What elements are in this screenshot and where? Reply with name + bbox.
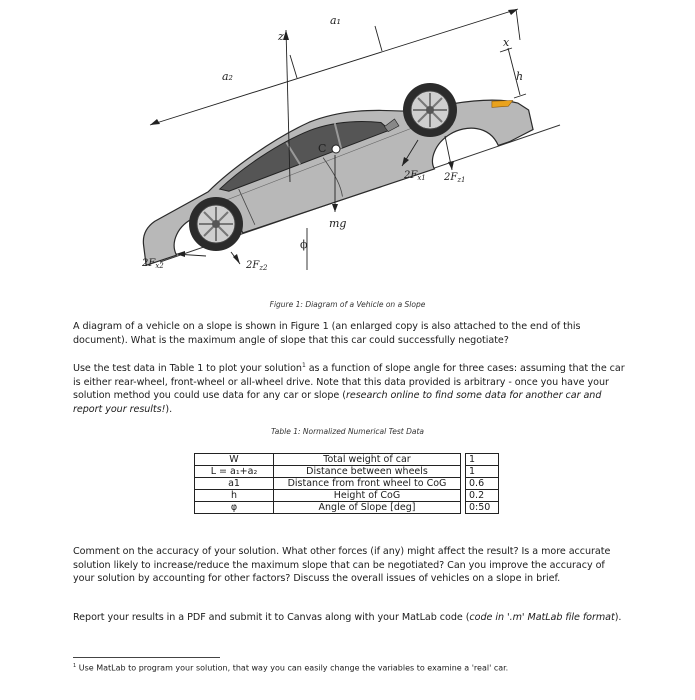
label-a2: a₂ (222, 70, 233, 83)
label-a1: a₁ (330, 14, 341, 27)
car-body (119, 55, 536, 266)
label-c: C (318, 142, 327, 155)
task-paragraph: Use the test data in Table 1 to plot your solution$^1$ as a function of slope angle for three cases: assuming that the car is either rear-wheel, front-wheel or all-wheel drive. Note that this data provided is arbitrary - once you have your solution method you could use data for any car or slope (research online to find some data for another car and report your results!). (73, 362, 625, 415)
intro-paragraph: A diagram of a vehicle on a slope is shown in Figure 1 (an enlarged copy is also attached to the end of this document). What is the maximum angle of slope that this car could successfully negotiate? (73, 321, 581, 346)
table-row: φ Angle of Slope [deg] 0:50 (195, 502, 499, 514)
table-row: W Total weight of car 1 (195, 454, 499, 466)
label-force-z2: $2F_{z2}$ (246, 260, 268, 272)
footnote-divider (73, 657, 220, 658)
report-paragraph: Report your results in a PDF and submit it to Canvas along with your MatLab code (code in '.m' MatLab file format). (73, 612, 622, 623)
footnote: $^1$ Use MatLab to program your solution, that way you can easily change the variables to examine a 'real' car. (73, 663, 509, 673)
test-data-table (194, 453, 499, 514)
label-h: h (516, 70, 524, 83)
vehicle-slope-diagram (0, 0, 695, 300)
label-force-x1: $2F_{x1}$ (404, 170, 426, 182)
table-row: a1 Distance from front wheel to CoG 0.6 (195, 478, 499, 490)
label-phi: ϕ (300, 238, 308, 251)
label-mg: mg (329, 217, 347, 230)
table-caption: Table 1: Normalized Numerical Test Data (270, 427, 424, 436)
table-row: L = a₁+a₂ Distance between wheels 1 (195, 466, 499, 478)
front-wheel (403, 83, 457, 137)
table-row: h Height of CoG 0.2 (195, 490, 499, 502)
label-force-z1: $2F_{z1}$ (444, 172, 466, 184)
comment-paragraph: Comment on the accuracy of your solution. What other forces (if any) might affect the result? Is a more accurate solution likely to increase/reduce the maximum slope that can be negotiated? Can you improve the accuracy of your solution by accounting for other factors? Discuss the overall issues of vehicles on a slope in brief. (73, 546, 611, 584)
label-x: x (503, 36, 510, 49)
rear-wheel (189, 197, 243, 251)
centre-of-gravity (332, 145, 340, 153)
figure-caption: Figure 1: Diagram of a Vehicle on a Slope (269, 300, 426, 309)
label-force-x2: $2F_{x2}$ (142, 258, 164, 270)
label-z: z (278, 30, 284, 43)
